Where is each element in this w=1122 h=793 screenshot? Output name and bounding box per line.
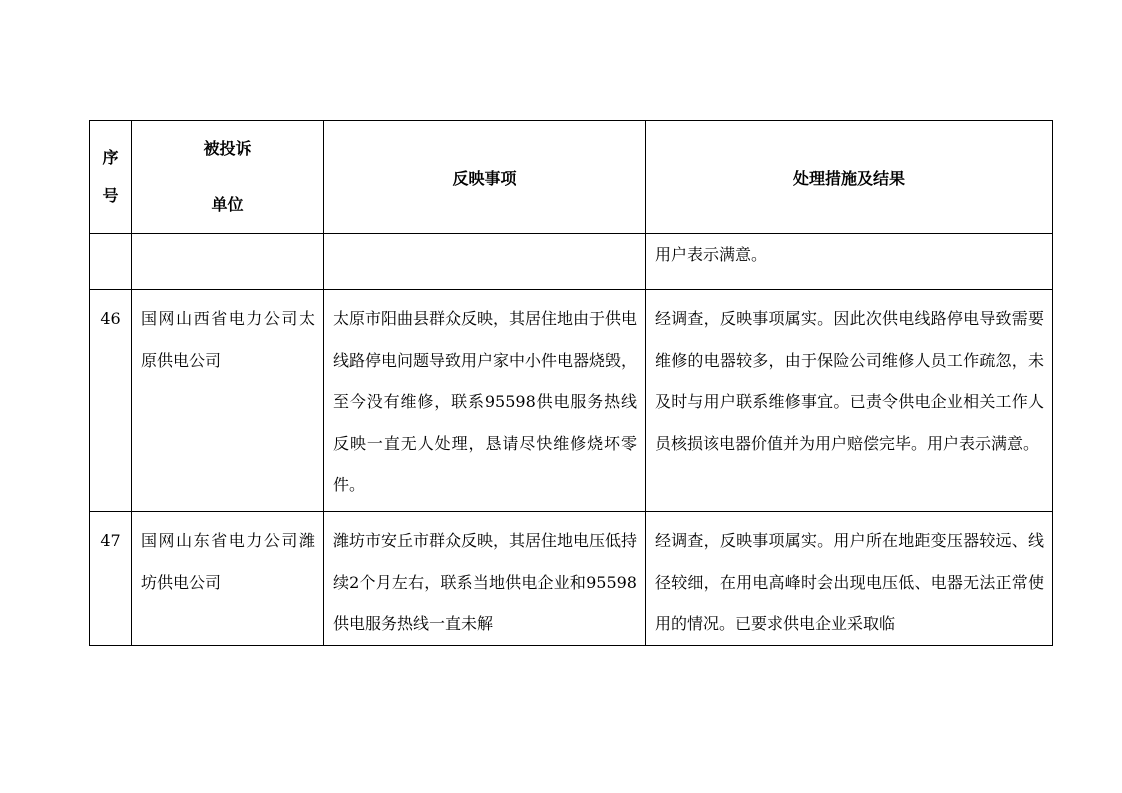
header-complained-unit bbox=[132, 121, 324, 234]
cell-unit bbox=[132, 512, 324, 646]
header-serial-number bbox=[90, 121, 132, 234]
cell-issue bbox=[324, 512, 646, 646]
cell-unit-empty bbox=[132, 234, 324, 290]
serial-number: 47 bbox=[100, 531, 121, 550]
complaints-table bbox=[89, 120, 1053, 646]
header-unit-line2: 单位 bbox=[211, 195, 244, 214]
cell-result bbox=[646, 234, 1053, 290]
result-text: 经调查，反映事项属实。因此次供电线路停电导致需要维修的电器较多，由于保险公司维修人员工作疏忽，未及时与用户联系维修事宜。已责令供电企业相关工作人员核损该电器价值并为用户赔偿完毕。用户表示满意。 bbox=[655, 309, 1044, 453]
result-text: 用户表示满意。 bbox=[655, 245, 768, 264]
header-serial-line1: 序 bbox=[102, 148, 119, 167]
header-serial-line2: 号 bbox=[102, 186, 119, 205]
cell-no bbox=[90, 290, 132, 512]
result-text: 经调查，反映事项属实。用户所在地距变压器较远、线径较细，在用电高峰时会出现电压低、电器无法正常使用的情况。已要求供电企业采取临 bbox=[655, 531, 1044, 633]
serial-number: 46 bbox=[100, 309, 121, 328]
issue-text: 太原市阳曲县群众反映，其居住地由于供电线路停电问题导致用户家中小件电器烧毁，至今没有维修，联系95598供电服务热线反映一直无人处理，恳请尽快维修烧坏零件。 bbox=[333, 309, 638, 494]
issue-text: 潍坊市安丘市群众反映，其居住地电压低持续2个月左右，联系当地供电企业和95598供电服务热线一直未解 bbox=[333, 531, 638, 633]
cell-no-empty bbox=[90, 234, 132, 290]
header-issue: 反映事项 bbox=[324, 121, 646, 234]
table-header-row bbox=[90, 121, 1053, 234]
table-row bbox=[90, 512, 1053, 646]
cell-result bbox=[646, 290, 1053, 512]
table-row-continued bbox=[90, 234, 1053, 290]
header-unit-line1: 被投诉 bbox=[203, 139, 252, 158]
unit-text: 国网山东省电力公司潍坊供电公司 bbox=[141, 531, 315, 592]
header-result: 处理措施及结果 bbox=[646, 121, 1053, 234]
unit-text: 国网山西省电力公司太原供电公司 bbox=[141, 309, 315, 370]
table-row bbox=[90, 290, 1053, 512]
cell-issue-empty bbox=[324, 234, 646, 290]
cell-issue bbox=[324, 290, 646, 512]
cell-no bbox=[90, 512, 132, 646]
cell-result bbox=[646, 512, 1053, 646]
cell-unit bbox=[132, 290, 324, 512]
